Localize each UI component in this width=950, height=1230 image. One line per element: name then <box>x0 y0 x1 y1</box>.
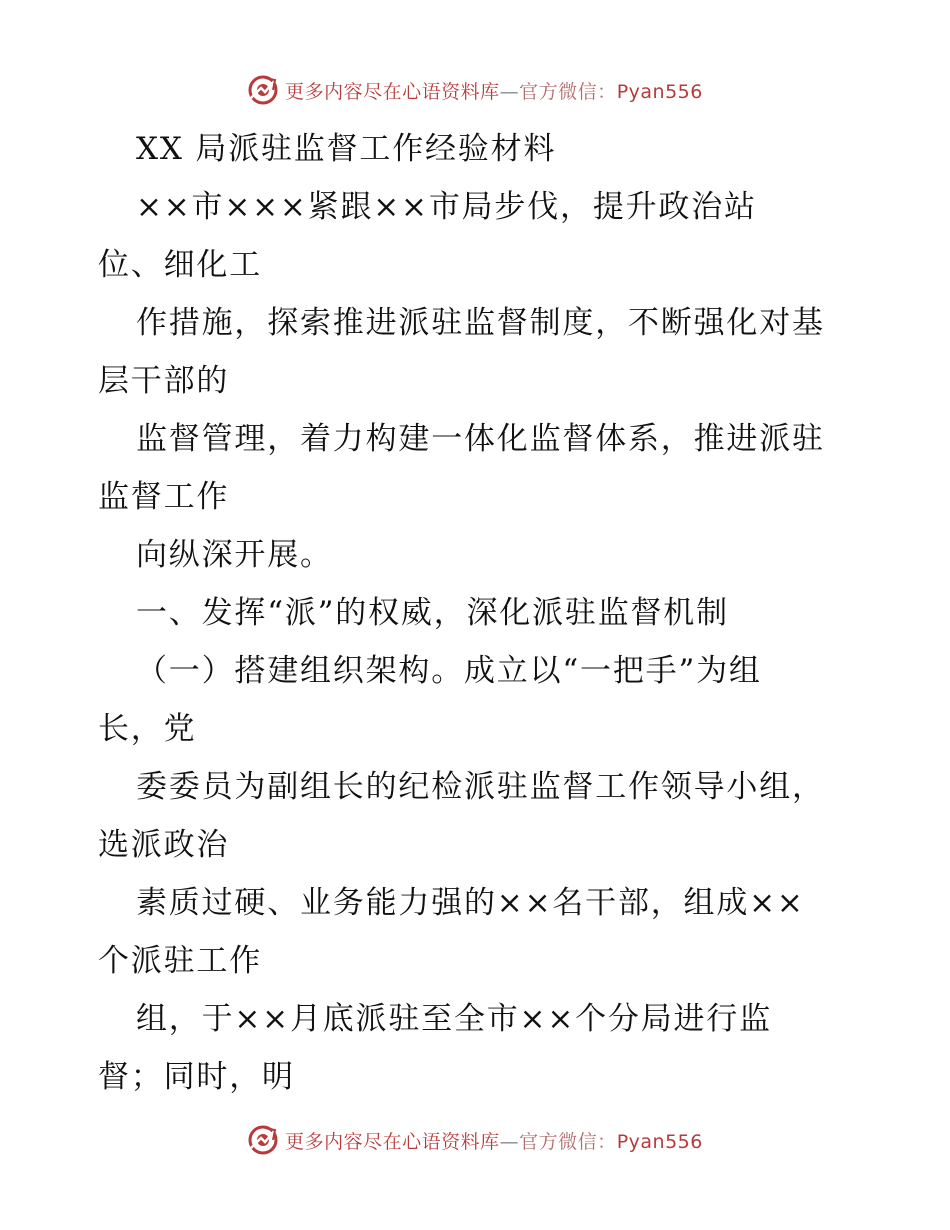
watermark-wechat-label: 官方微信： <box>519 1130 617 1153</box>
document-body <box>98 120 868 1106</box>
text-line: 监督管理，着力构建一体化监督体系，推进派驻 <box>136 421 825 457</box>
watermark-wechat-id: Pyan556 <box>616 1130 703 1153</box>
text-line: 组，于××月底派驻至全市××个分局进行监 <box>136 1001 772 1037</box>
footer-watermark <box>0 1120 950 1160</box>
watermark-separator: — <box>499 1130 520 1153</box>
seal-icon <box>247 74 279 106</box>
text-line: 监督工作 <box>98 479 230 515</box>
watermark-separator: — <box>499 80 520 103</box>
text-line: 个派驻工作 <box>98 943 262 979</box>
seal-icon <box>247 1124 279 1156</box>
text-line: （一）搭建组织架构。成立以“一把手”为组 <box>136 653 762 689</box>
text-line: ××市×××紧跟××市局步伐，提升政治站 <box>136 189 757 225</box>
text-line: 素质过硬、业务能力强的××名干部，组成×× <box>136 885 805 921</box>
watermark-brand: 更多内容尽在心语资料库 <box>285 80 500 103</box>
text-line: 位、细化工 <box>98 247 262 283</box>
text-line: 向纵深开展。 <box>136 537 333 573</box>
text-line: 作措施，探索推进派驻监督制度，不断强化对基 <box>136 305 825 341</box>
watermark-wechat-label: 官方微信： <box>519 80 617 103</box>
watermark-wechat-id: Pyan556 <box>616 80 703 103</box>
text-line: 长，党 <box>98 711 197 747</box>
text-line: 一、发挥“派”的权威，深化派驻监督机制 <box>136 595 729 631</box>
document-title: XX 局派驻监督工作经验材料 <box>136 131 557 167</box>
watermark-brand: 更多内容尽在心语资料库 <box>285 1130 500 1153</box>
text-line: 层干部的 <box>98 363 230 399</box>
watermark-text <box>285 77 703 104</box>
text-line: 委委员为副组长的纪检派驻监督工作领导小组， <box>136 769 825 805</box>
header-watermark <box>0 70 950 110</box>
text-line: 督；同时，明 <box>98 1059 295 1095</box>
watermark-text <box>285 1127 703 1154</box>
text-line: 选派政治 <box>98 827 230 863</box>
